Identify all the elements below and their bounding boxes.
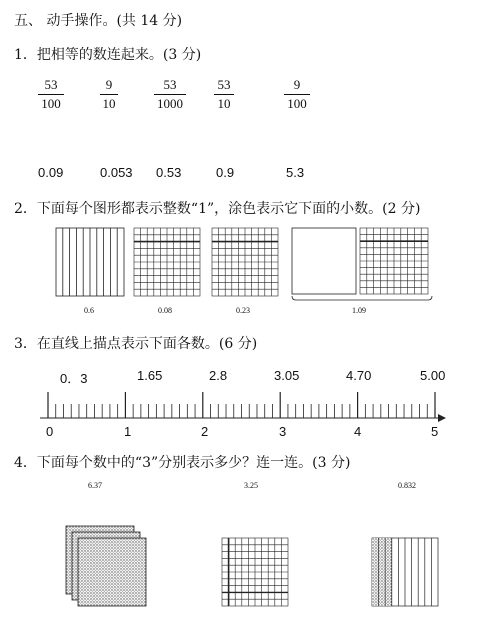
q4-figures <box>0 520 502 620</box>
q2-label-2: 0.08 <box>158 306 172 315</box>
tick-label-0: 0 <box>46 424 54 439</box>
q2-label-1: 0.6 <box>84 306 94 315</box>
plot-value-3: 2.8 <box>209 368 228 383</box>
decimal-3: 0.53 <box>156 165 182 180</box>
fraction-2: 9 10 <box>100 77 118 112</box>
strip-square-q4 <box>372 538 438 606</box>
tick-label-3: 3 <box>279 424 287 439</box>
whole-square-4 <box>292 228 356 294</box>
tick-label-1: 1 <box>124 424 132 439</box>
q4-number-1: 6.37 <box>88 481 102 490</box>
grid-square-2 <box>134 228 200 296</box>
q2-label-3: 0.23 <box>236 306 250 315</box>
plot-value-5: 4.70 <box>346 368 372 383</box>
decimal-4: 0.9 <box>216 165 235 180</box>
fraction-4: 53 10 <box>214 77 234 112</box>
fraction-5: 9 100 <box>284 77 310 112</box>
q4-number-3: 0.832 <box>398 481 416 490</box>
q4-number-2: 3.25 <box>244 481 258 490</box>
q2-figures <box>0 224 502 314</box>
decimal-2: 0.053 <box>100 165 133 180</box>
fraction-1: 53 100 <box>38 77 64 112</box>
q2-label-4: 1.09 <box>352 306 366 315</box>
stacked-squares <box>66 526 146 606</box>
number-line <box>0 388 502 438</box>
q3-title: 3．在直线上描点表示下面各数。(6 分) <box>14 336 258 352</box>
strip-square-1 <box>56 228 124 296</box>
arrow-head <box>438 414 446 422</box>
q1-title: 1．把相等的数连起来。(3 分) <box>14 47 202 63</box>
decimal-1: 0.09 <box>38 165 64 180</box>
grid-square-3 <box>212 228 278 296</box>
grid-square-q4 <box>222 538 288 606</box>
plot-value-4: 3.05 <box>274 368 300 383</box>
plot-value-1: 0．3 <box>60 371 88 386</box>
section-title: 五、 动手操作。(共 14 分) <box>14 13 183 29</box>
grid-square-4b <box>360 228 428 294</box>
q2-title: 2．下面每个图形都表示整数“1”，涂色表示它下面的小数。(2 分) <box>14 201 421 217</box>
tick-label-2: 2 <box>201 424 209 439</box>
plot-value-2: 1.65 <box>137 368 163 383</box>
q4-title: 4．下面每个数中的“3”分别表示多少？连一连。(3 分) <box>14 455 351 471</box>
tick-label-5: 5 <box>431 424 439 439</box>
decimal-5: 5.3 <box>286 165 305 180</box>
fraction-3: 53 1000 <box>154 77 186 112</box>
tick-label-4: 4 <box>354 424 362 439</box>
plot-value-6: 5.00 <box>420 368 446 383</box>
brace-1-09 <box>292 296 432 300</box>
